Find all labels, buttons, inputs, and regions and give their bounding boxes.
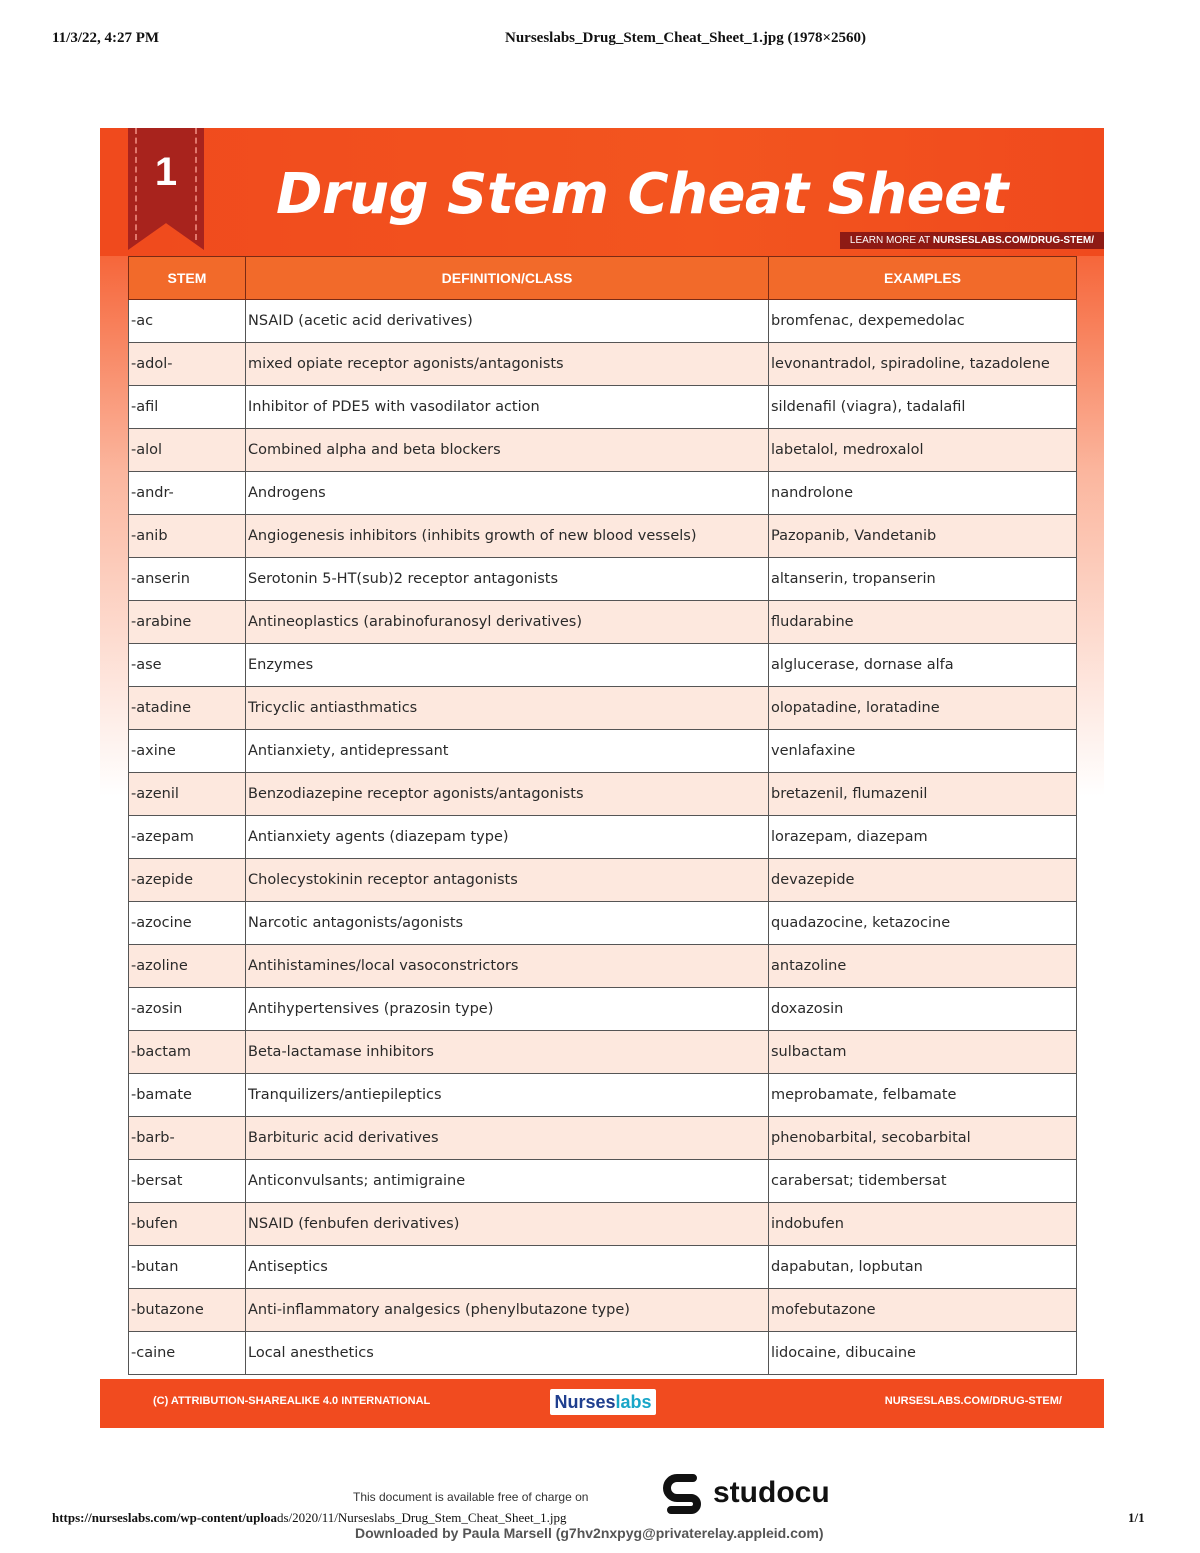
column-header-stem: STEM <box>129 257 246 300</box>
examples-cell: altanserin, tropanserin <box>769 558 1077 601</box>
table-row <box>129 859 1077 902</box>
examples-cell: olopatadine, loratadine <box>769 687 1077 730</box>
definition-cell: Local anesthetics <box>246 1332 769 1375</box>
examples-cell: carabersat; tidembersat <box>769 1160 1077 1203</box>
definition-cell: Anti-inflammatory analgesics (phenylbutazone type) <box>246 1289 769 1332</box>
examples-cell: quadazocine, ketazocine <box>769 902 1077 945</box>
examples-cell: lorazepam, diazepam <box>769 816 1077 859</box>
definition-cell: Antianxiety agents (diazepam type) <box>246 816 769 859</box>
stem-cell: -ac <box>129 300 246 343</box>
examples-cell: bromfenac, dexpemedolac <box>769 300 1077 343</box>
definition-cell: Narcotic antagonists/agonists <box>246 902 769 945</box>
stem-cell: -anserin <box>129 558 246 601</box>
learn-more-prefix: LEARN MORE AT <box>849 235 933 246</box>
examples-cell: dapabutan, lopbutan <box>769 1246 1077 1289</box>
stem-cell: -arabine <box>129 601 246 644</box>
availability-note: This document is available free of charge on <box>353 1490 589 1504</box>
logo-part-labs: labs <box>615 1392 652 1412</box>
footer-url[interactable]: NURSESLABS.COM/DRUG-STEM/ <box>884 1395 1062 1407</box>
stem-cell: -azoline <box>129 945 246 988</box>
stem-cell: -anib <box>129 515 246 558</box>
learn-more-link[interactable]: NURSESLABS.COM/DRUG-STEM/ <box>932 235 1094 246</box>
examples-cell: meprobamate, felbamate <box>769 1074 1077 1117</box>
examples-cell: alglucerase, dornase alfa <box>769 644 1077 687</box>
definition-cell: Antihypertensives (prazosin type) <box>246 988 769 1031</box>
definition-cell: mixed opiate receptor agonists/antagonists <box>246 343 769 386</box>
examples-cell: doxazosin <box>769 988 1077 1031</box>
table-row <box>129 300 1077 343</box>
drug-stem-table <box>128 256 1077 1375</box>
stem-cell: -alol <box>129 429 246 472</box>
examples-cell: sildenafil (viagra), tadalafil <box>769 386 1077 429</box>
stem-cell: -andr- <box>129 472 246 515</box>
studocu-wordmark: studocu <box>713 1476 830 1509</box>
definition-cell: Tricyclic antiasthmatics <box>246 687 769 730</box>
studocu-mark-icon <box>663 1474 705 1518</box>
examples-cell: venlafaxine <box>769 730 1077 773</box>
definition-cell: Inhibitor of PDE5 with vasodilator action <box>246 386 769 429</box>
definition-cell: Antianxiety, antidepressant <box>246 730 769 773</box>
table-row <box>129 945 1077 988</box>
examples-cell: fludarabine <box>769 601 1077 644</box>
table-header-row <box>129 257 1077 300</box>
definition-cell: Beta-lactamase inhibitors <box>246 1031 769 1074</box>
column-header-examples: EXAMPLES <box>769 257 1077 300</box>
print-file-title: Nurseslabs_Drug_Stem_Cheat_Sheet_1.jpg (1978×2560) <box>505 30 867 46</box>
cheat-sheet <box>100 128 1104 1428</box>
table-row <box>129 386 1077 429</box>
examples-cell: nandrolone <box>769 472 1077 515</box>
examples-cell: Pazopanib, Vandetanib <box>769 515 1077 558</box>
definition-cell: Antineoplastics (arabinofuranosyl derivatives) <box>246 601 769 644</box>
definition-cell: Serotonin 5-HT(sub)2 receptor antagonists <box>246 558 769 601</box>
definition-cell: Enzymes <box>246 644 769 687</box>
definition-cell: Tranquilizers/antiepileptics <box>246 1074 769 1117</box>
stem-cell: -azepam <box>129 816 246 859</box>
table-row <box>129 515 1077 558</box>
definition-cell: Antihistamines/local vasoconstrictors <box>246 945 769 988</box>
definition-cell: NSAID (acetic acid derivatives) <box>246 300 769 343</box>
stem-cell: -caine <box>129 1332 246 1375</box>
table-row <box>129 1031 1077 1074</box>
examples-cell: bretazenil, flumazenil <box>769 773 1077 816</box>
stem-cell: -afil <box>129 386 246 429</box>
stem-cell: -bactam <box>129 1031 246 1074</box>
learn-more-banner[interactable] <box>840 232 1104 249</box>
examples-cell: mofebutazone <box>769 1289 1077 1332</box>
logo-part-nurses: Nurses <box>554 1392 616 1412</box>
stem-cell: -ase <box>129 644 246 687</box>
table-row <box>129 1289 1077 1332</box>
stem-cell: -axine <box>129 730 246 773</box>
table-row <box>129 644 1077 687</box>
table-row <box>129 1332 1077 1375</box>
examples-cell: indobufen <box>769 1203 1077 1246</box>
examples-cell: labetalol, medroxalol <box>769 429 1077 472</box>
definition-cell: Barbituric acid derivatives <box>246 1117 769 1160</box>
stem-cell: -bersat <box>129 1160 246 1203</box>
stem-cell: -butazone <box>129 1289 246 1332</box>
source-url-bold: https://nurseslabs.com/wp-content/uploa <box>52 1510 277 1525</box>
examples-cell: devazepide <box>769 859 1077 902</box>
table-row <box>129 601 1077 644</box>
examples-cell: lidocaine, dibucaine <box>769 1332 1077 1375</box>
sheet-header-band <box>100 128 1104 256</box>
table-row <box>129 343 1077 386</box>
examples-cell: antazoline <box>769 945 1077 988</box>
table-row <box>129 730 1077 773</box>
examples-cell: phenobarbital, secobarbital <box>769 1117 1077 1160</box>
definition-cell: Combined alpha and beta blockers <box>246 429 769 472</box>
stem-cell: -azenil <box>129 773 246 816</box>
table-row <box>129 429 1077 472</box>
sheet-title: Drug Stem Cheat Sheet <box>276 162 1008 227</box>
table-body <box>129 300 1077 1375</box>
table-row <box>129 1160 1077 1203</box>
stem-cell: -barb- <box>129 1117 246 1160</box>
definition-cell: Androgens <box>246 472 769 515</box>
table-row <box>129 472 1077 515</box>
table-row <box>129 902 1077 945</box>
stem-cell: -bufen <box>129 1203 246 1246</box>
table-row <box>129 1203 1077 1246</box>
definition-cell: Cholecystokinin receptor antagonists <box>246 859 769 902</box>
table-row <box>129 1246 1077 1289</box>
stem-cell: -butan <box>129 1246 246 1289</box>
definition-cell: NSAID (fenbufen derivatives) <box>246 1203 769 1246</box>
sheet-footer-band <box>100 1379 1104 1428</box>
column-header-definition: DEFINITION/CLASS <box>246 257 769 300</box>
downloaded-by: Downloaded by Paula Marsell (g7hv2nxpyg@privaterelay.appleid.com) <box>355 1525 824 1541</box>
stem-cell: -azocine <box>129 902 246 945</box>
table-row <box>129 687 1077 730</box>
nurseslabs-logo <box>550 1389 656 1415</box>
stem-cell: -bamate <box>129 1074 246 1117</box>
source-url-rest: ds/2020/11/Nurseslabs_Drug_Stem_Cheat_Sheet_1.jpg <box>277 1510 567 1525</box>
table-row <box>129 558 1077 601</box>
definition-cell: Angiogenesis inhibitors (inhibits growth of new blood vessels) <box>246 515 769 558</box>
definition-cell: Benzodiazepine receptor agonists/antagonists <box>246 773 769 816</box>
table-row <box>129 988 1077 1031</box>
print-datetime: 11/3/22, 4:27 PM <box>52 30 160 46</box>
stem-cell: -atadine <box>129 687 246 730</box>
table-row <box>129 773 1077 816</box>
table-row <box>129 1074 1077 1117</box>
page-number: 1/1 <box>1128 1510 1145 1525</box>
stem-cell: -adol- <box>129 343 246 386</box>
table-row <box>129 1117 1077 1160</box>
license-text: (C) ATTRIBUTION-SHAREALIKE 4.0 INTERNATIONAL <box>153 1395 431 1407</box>
examples-cell: sulbactam <box>769 1031 1077 1074</box>
table-row <box>129 816 1077 859</box>
sheet-number: 1 <box>154 150 178 194</box>
examples-cell: levonantradol, spiradoline, tazadolene <box>769 343 1077 386</box>
definition-cell: Antiseptics <box>246 1246 769 1289</box>
definition-cell: Anticonvulsants; antimigraine <box>246 1160 769 1203</box>
stem-cell: -azepide <box>129 859 246 902</box>
source-url[interactable] <box>52 1510 566 1526</box>
stem-cell: -azosin <box>129 988 246 1031</box>
